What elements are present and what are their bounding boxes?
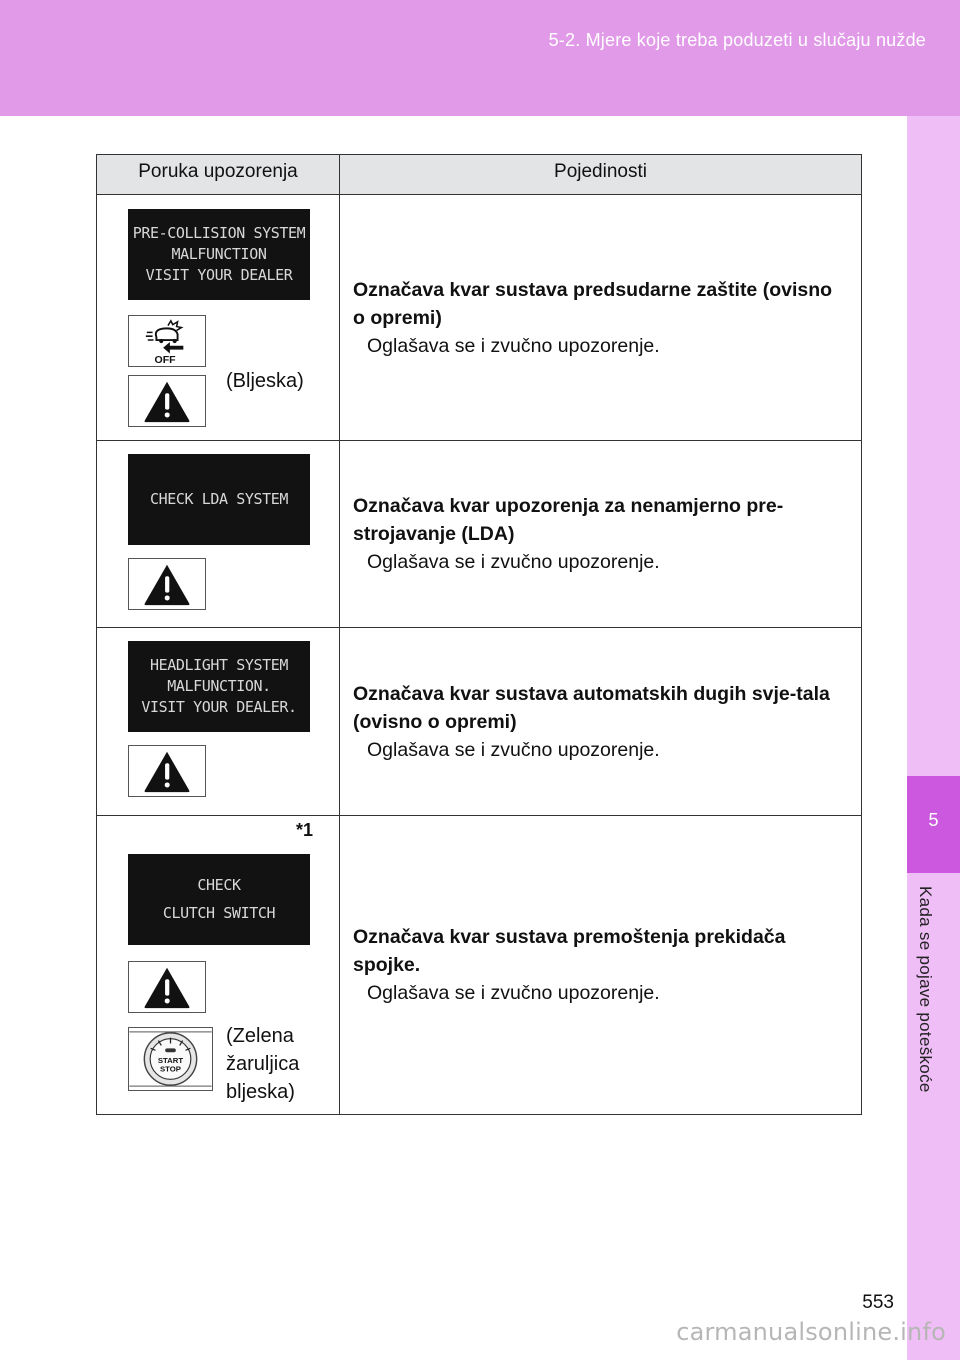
detail-text: Oglašava se i zvučno upozorenje. xyxy=(367,982,660,1004)
lcd-message-display: CHECK LDA SYSTEM xyxy=(128,454,310,545)
lcd-message-display: CHECK CLUTCH SWITCH xyxy=(128,854,310,945)
start-stop-button-icon xyxy=(128,1027,213,1091)
footnote-marker: *1 xyxy=(295,820,313,840)
chapter-label: Kada se pojave poteškoće xyxy=(916,886,935,1093)
chapter-side-tab xyxy=(907,116,960,1360)
column-header-details: Pojedinosti xyxy=(340,155,862,195)
warning-triangle-icon xyxy=(128,558,206,610)
detail-text: Oglašava se i zvučno upozorenje. xyxy=(367,738,660,761)
table-row xyxy=(97,816,862,1115)
svg-text:STOP: STOP xyxy=(160,1064,181,1074)
warning-triangle-icon xyxy=(128,375,206,427)
lcd-message-display: PRE-COLLISION SYSTEM MALFUNCTION VISIT YOUR DEALER xyxy=(128,209,310,300)
warning-details-cell xyxy=(340,628,862,816)
page-header xyxy=(0,0,960,116)
green-light-flash-note: (Zelena žaruljica bljeska) xyxy=(226,1025,300,1103)
detail-text: Oglašava se i zvučno upozorenje. xyxy=(367,551,660,573)
warning-message-table xyxy=(96,154,862,1115)
detail-heading: Označava kvar sustava automatskih dugih svje-tala (ovisno o opremi) xyxy=(353,682,830,733)
table-row xyxy=(97,195,862,441)
flash-note: (Bljeska) xyxy=(226,370,304,392)
warning-details-cell xyxy=(340,195,862,441)
detail-text: Oglašava se i zvučno upozorenje. xyxy=(367,334,660,357)
warning-message-cell xyxy=(97,816,340,1115)
warning-triangle-icon xyxy=(128,745,206,797)
pre-collision-off-icon xyxy=(128,315,206,367)
warning-message-cell xyxy=(97,441,340,628)
warning-message-cell xyxy=(97,195,340,441)
lcd-message-display: HEADLIGHT SYSTEM MALFUNCTION. VISIT YOUR DEALER. xyxy=(128,641,310,732)
detail-heading: Označava kvar sustava premoštenja prekidača spojke. xyxy=(353,926,786,976)
column-header-message: Poruka upozorenja xyxy=(97,155,340,195)
svg-text:OFF: OFF xyxy=(154,354,176,366)
warning-message-cell xyxy=(97,628,340,816)
svg-text:START: START xyxy=(157,1055,184,1065)
table-row xyxy=(97,441,862,628)
detail-heading: Označava kvar sustava predsudarne zaštite (ovisno o opremi) xyxy=(353,278,833,329)
warning-details-cell xyxy=(340,816,862,1115)
warning-triangle-icon xyxy=(128,961,206,1013)
warning-details-cell xyxy=(340,441,862,628)
chapter-number: 5 xyxy=(928,810,939,830)
section-title: 5-2. Mjere koje treba poduzeti u slučaju nužde xyxy=(548,30,926,50)
table-header-row xyxy=(97,155,862,195)
detail-heading: Označava kvar upozorenja za nenamjerno pre-strojavanje (LDA) xyxy=(353,495,784,545)
page-number: 553 xyxy=(862,1292,894,1313)
table-row xyxy=(97,628,862,816)
watermark: carmanualsonline.info xyxy=(676,1318,946,1346)
